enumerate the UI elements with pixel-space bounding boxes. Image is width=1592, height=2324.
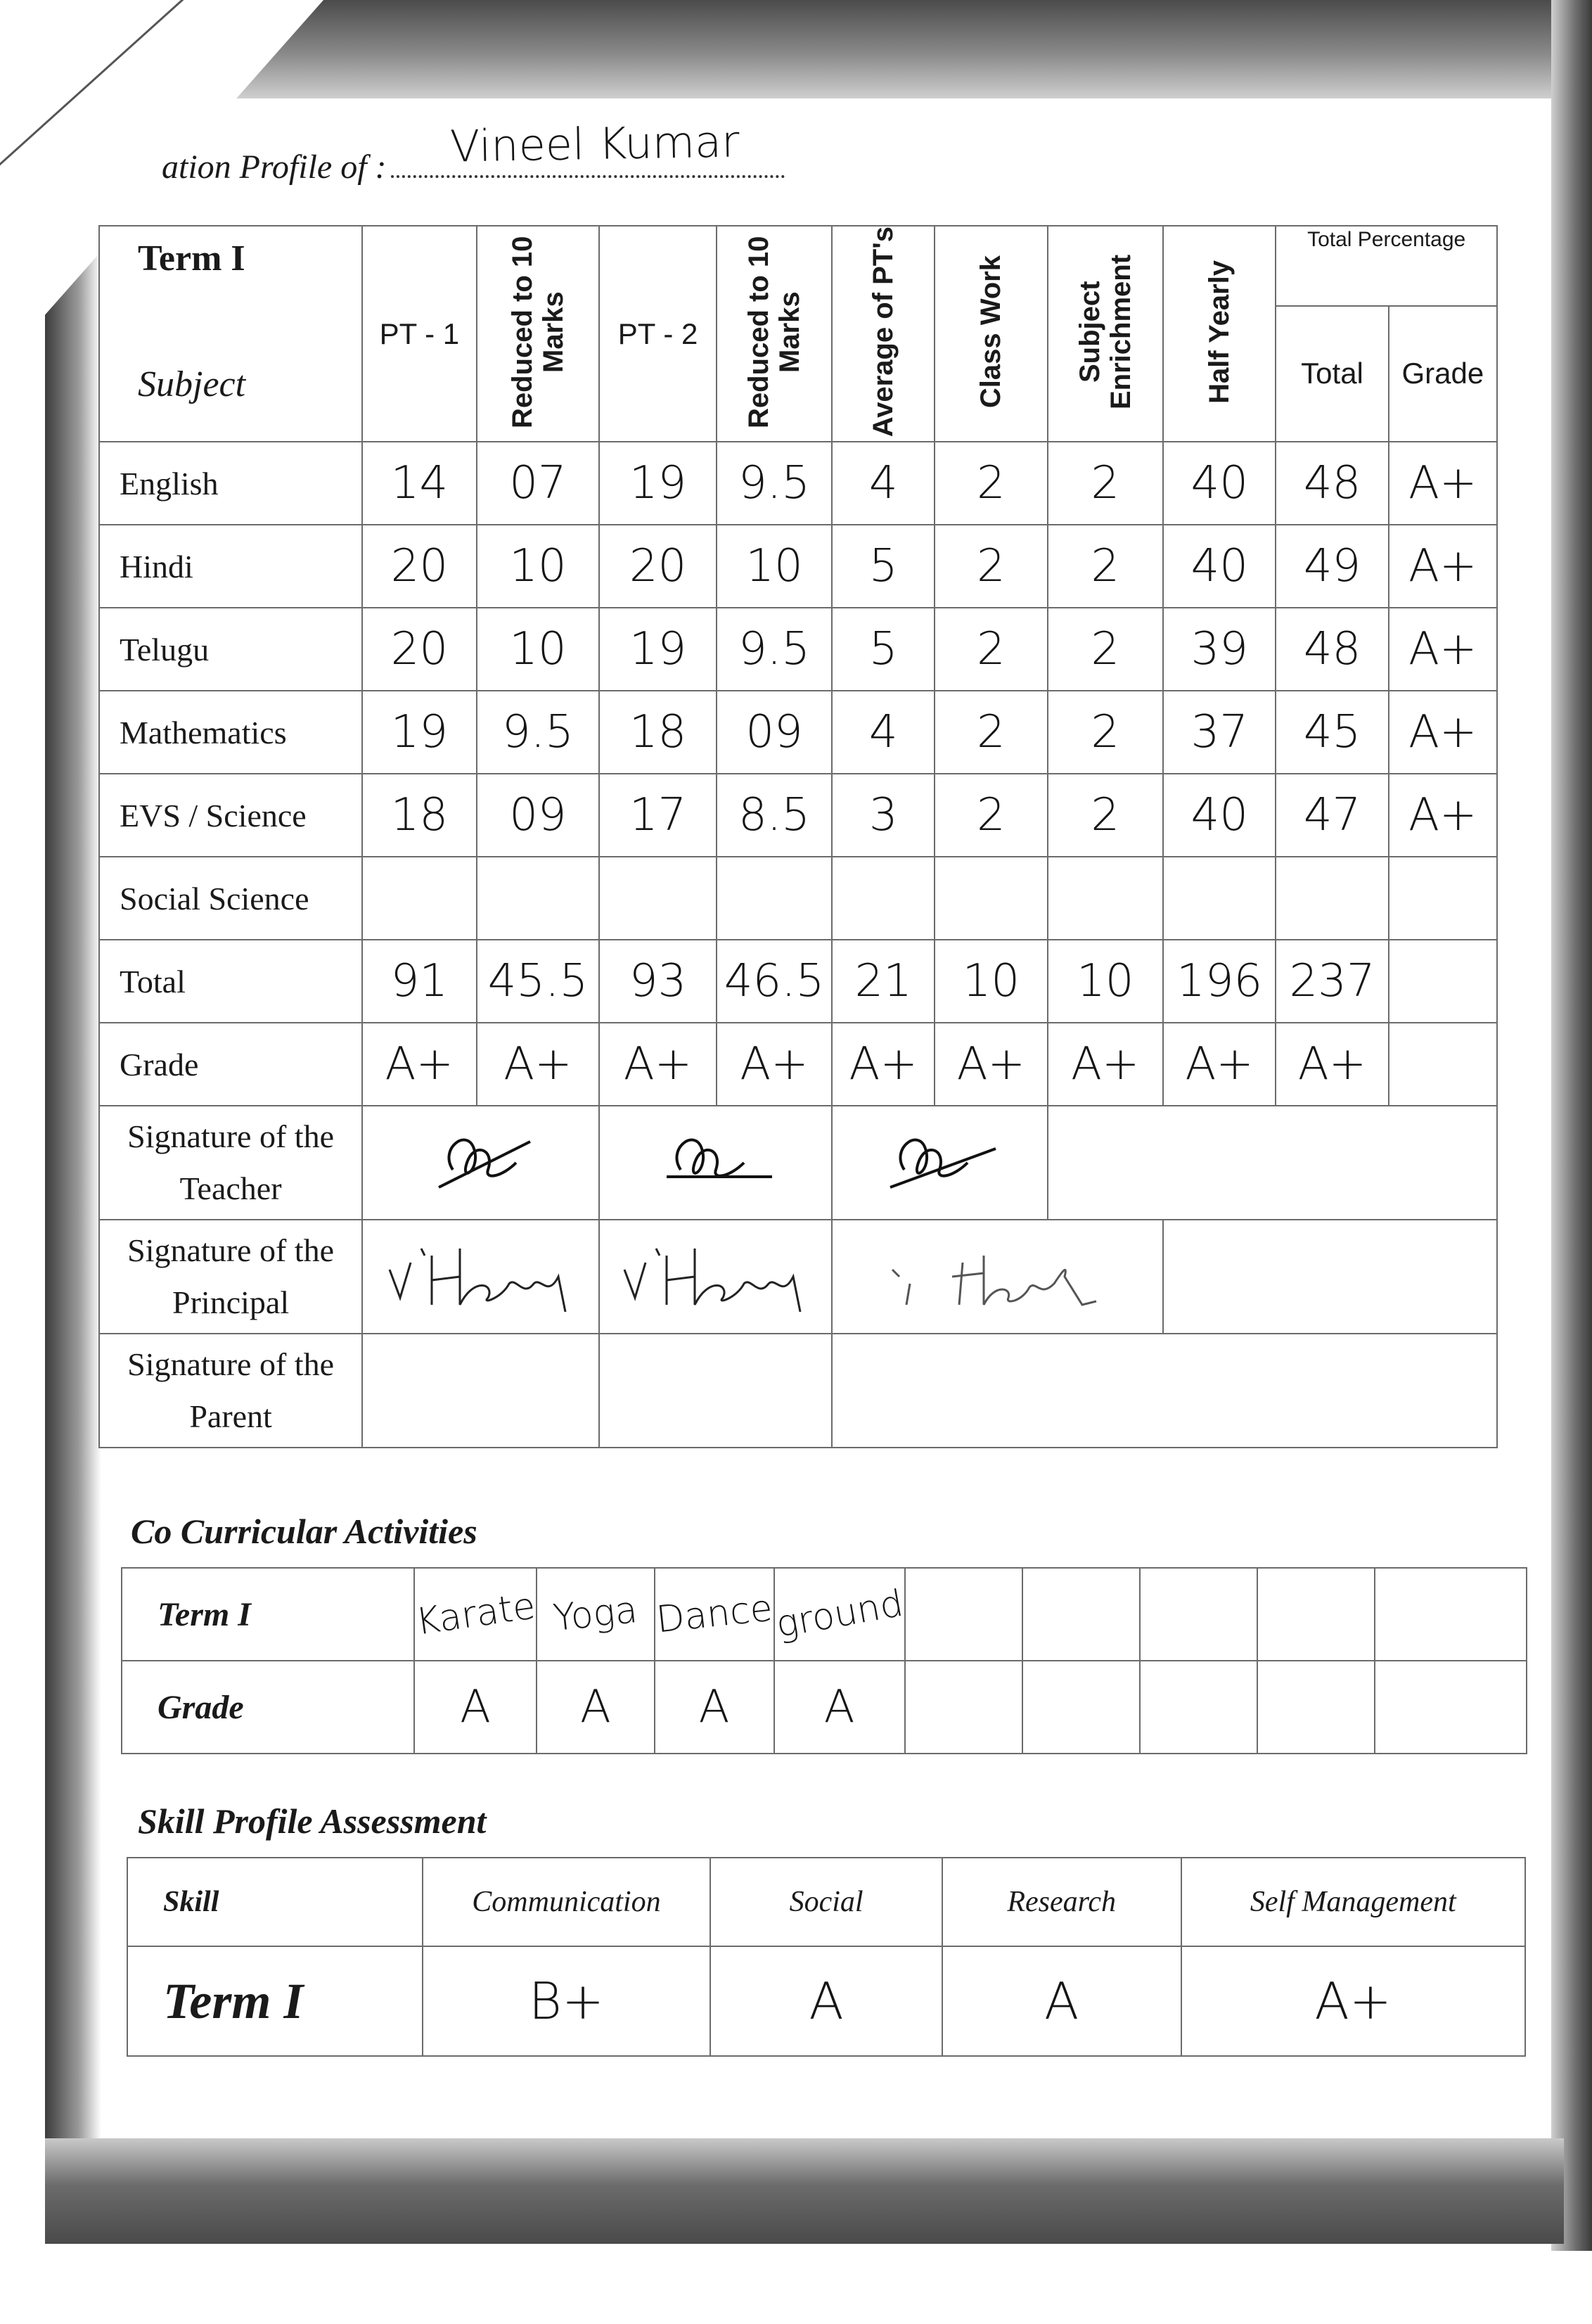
teacher-signature-label <box>99 1106 362 1220</box>
total-cell: 10 <box>935 940 1047 1023</box>
mark-cell: 2 <box>935 525 1047 608</box>
principal-signature-pt2 <box>599 1220 832 1334</box>
skill-grade: B+ <box>423 1946 711 2056</box>
sig-label-line2: Parent <box>189 1398 272 1434</box>
teacher-signature-empty <box>1048 1106 1497 1220</box>
col-average-cell <box>832 226 935 442</box>
total-cell <box>1389 940 1497 1023</box>
mark-cell: 2 <box>1048 608 1163 691</box>
mark-cell: 19 <box>599 608 717 691</box>
skill-name: Communication <box>423 1858 711 1946</box>
mark-cell: A+ <box>1389 608 1497 691</box>
skill-term-row <box>127 1946 1525 2056</box>
grade-cell: A+ <box>1048 1023 1163 1106</box>
mark-cell: 19 <box>362 691 476 774</box>
teacher-signature-mark <box>876 1120 1003 1205</box>
col-subject-enrichment: Subject Enrichment <box>1074 254 1136 410</box>
col-pt2: PT - 2 <box>599 226 717 442</box>
term-title: Term I <box>138 238 245 279</box>
parent-signature-pt2 <box>599 1334 832 1448</box>
co-curricular-table <box>121 1567 1527 1754</box>
mark-cell: 4 <box>832 691 935 774</box>
skill-label: Skill <box>127 1858 423 1946</box>
mark-cell: 5 <box>832 608 935 691</box>
mark-cell: 37 <box>1163 691 1276 774</box>
total-cell: 46.5 <box>717 940 832 1023</box>
subject-name: Social Science <box>99 857 362 940</box>
term-subject-header <box>99 226 362 442</box>
principal-signature-mark <box>871 1234 1124 1319</box>
col-pt1: PT - 1 <box>362 226 476 442</box>
mark-cell: 40 <box>1163 525 1276 608</box>
parent-signature-row <box>99 1334 1497 1448</box>
col-reduced1: Reduced to 10 Marks <box>506 236 569 428</box>
principal-signature-mark <box>383 1234 579 1319</box>
grade-cell: A+ <box>362 1023 476 1106</box>
cca-empty-cell <box>1257 1661 1375 1754</box>
grade-cell <box>1389 1023 1497 1106</box>
mark-cell: 10 <box>477 525 600 608</box>
col-reduced1-cell <box>477 226 600 442</box>
subject-row <box>99 442 1497 525</box>
sig-label-line1: Signature of the <box>127 1118 334 1155</box>
total-cell: 93 <box>599 940 717 1023</box>
mark-cell: 48 <box>1276 608 1388 691</box>
subject-row <box>99 691 1497 774</box>
parent-signature-label <box>99 1334 362 1448</box>
mark-cell: 39 <box>1163 608 1276 691</box>
skill-profile-title: Skill Profile Assessment <box>138 1801 487 1841</box>
subject-name: English <box>99 442 362 525</box>
subject-name: Mathematics <box>99 691 362 774</box>
principal-signature-row <box>99 1220 1497 1334</box>
mark-cell: A+ <box>1389 774 1497 857</box>
mark-cell <box>832 857 935 940</box>
marks-header-row <box>99 226 1497 306</box>
mark-cell: 2 <box>1048 525 1163 608</box>
col-total-percentage: Total Percentage <box>1276 226 1497 306</box>
principal-signature-label <box>99 1220 362 1334</box>
col-average: Average of PT's <box>868 226 899 438</box>
mark-cell: 07 <box>477 442 600 525</box>
cca-empty-cell <box>1022 1568 1140 1661</box>
cca-grade: A <box>414 1661 537 1754</box>
student-name: Vineel Kumar <box>449 115 740 172</box>
mark-cell: 4 <box>832 442 935 525</box>
mark-cell: 2 <box>1048 442 1163 525</box>
grade-cell: A+ <box>717 1023 832 1106</box>
mark-cell: 2 <box>1048 774 1163 857</box>
cca-grade: A <box>537 1661 654 1754</box>
mark-cell: 17 <box>599 774 717 857</box>
skill-name: Social <box>710 1858 942 1946</box>
col-enrichment-cell <box>1048 226 1163 442</box>
skill-name: Self Management <box>1181 1858 1526 1946</box>
mark-cell <box>362 857 476 940</box>
mark-cell: A+ <box>1389 525 1497 608</box>
scan-shadow-right <box>1551 0 1592 2251</box>
mark-cell: 9.5 <box>477 691 600 774</box>
cca-activity: Yoga <box>532 1562 659 1667</box>
co-curricular-term-row <box>122 1568 1527 1661</box>
subject-name: EVS / Science <box>99 774 362 857</box>
mark-cell: 20 <box>362 525 476 608</box>
skill-grade: A <box>710 1946 942 2056</box>
principal-signature-mark <box>617 1234 814 1319</box>
mark-cell: 18 <box>599 691 717 774</box>
cca-empty-cell <box>1022 1661 1140 1754</box>
mark-cell <box>1163 857 1276 940</box>
mark-cell: A+ <box>1389 442 1497 525</box>
subject-row <box>99 857 1497 940</box>
mark-cell: 48 <box>1276 442 1388 525</box>
mark-cell: 2 <box>935 691 1047 774</box>
mark-cell: 45 <box>1276 691 1388 774</box>
total-cell: 196 <box>1163 940 1276 1023</box>
grade-cell: A+ <box>599 1023 717 1106</box>
col-halfyearly-cell <box>1163 226 1276 442</box>
total-cell: 21 <box>832 940 935 1023</box>
cca-empty-cell <box>905 1661 1022 1754</box>
skill-header-row <box>127 1858 1525 1946</box>
mark-cell: 47 <box>1276 774 1388 857</box>
mark-cell <box>1276 857 1388 940</box>
grade-cell: A+ <box>1276 1023 1388 1106</box>
cca-empty-cell <box>905 1568 1022 1661</box>
skill-grade: A <box>942 1946 1181 2056</box>
teacher-signature-pt2 <box>599 1106 832 1220</box>
mark-cell: 20 <box>599 525 717 608</box>
teacher-signature-halfyearly <box>832 1106 1047 1220</box>
grade-cell: A+ <box>1163 1023 1276 1106</box>
subject-row <box>99 525 1497 608</box>
col-reduced2: Reduced to 10 Marks <box>743 236 806 428</box>
cca-term-label: Term I <box>122 1568 414 1661</box>
mark-cell: 2 <box>935 442 1047 525</box>
cca-empty-cell <box>1140 1568 1257 1661</box>
mark-cell <box>1389 857 1497 940</box>
total-cell: 45.5 <box>477 940 600 1023</box>
parent-signature-halfyearly <box>832 1334 1497 1448</box>
cca-activity: Karate <box>408 1559 542 1668</box>
grade-row-label: Grade <box>99 1023 362 1106</box>
mark-cell: 8.5 <box>717 774 832 857</box>
subject-title: Subject <box>138 364 246 404</box>
mark-cell: 10 <box>717 525 832 608</box>
cca-empty-cell <box>1140 1661 1257 1754</box>
sig-label-line1: Signature of the <box>127 1346 334 1383</box>
total-cell: 237 <box>1276 940 1388 1023</box>
subject-row <box>99 774 1497 857</box>
mark-cell <box>599 857 717 940</box>
mark-cell: 09 <box>477 774 600 857</box>
grade-row <box>99 1023 1497 1106</box>
parent-signature-pt1 <box>362 1334 599 1448</box>
mark-cell: 49 <box>1276 525 1388 608</box>
col-reduced2-cell <box>717 226 832 442</box>
mark-cell: 20 <box>362 608 476 691</box>
teacher-signature-mark <box>653 1120 779 1205</box>
principal-signature-halfyearly <box>832 1220 1163 1334</box>
total-row-label: Total <box>99 940 362 1023</box>
mark-cell: 5 <box>832 525 935 608</box>
col-half-yearly: Half Yearly <box>1204 260 1235 404</box>
profile-heading-label: ation Profile of : <box>162 148 387 186</box>
mark-cell: 40 <box>1163 774 1276 857</box>
grade-cell: A+ <box>832 1023 935 1106</box>
grade-cell: A+ <box>935 1023 1047 1106</box>
subject-row <box>99 608 1497 691</box>
principal-signature-empty <box>1163 1220 1497 1334</box>
col-total: Total <box>1276 306 1388 442</box>
mark-cell: A+ <box>1389 691 1497 774</box>
mark-cell: 14 <box>362 442 476 525</box>
skill-grade: A+ <box>1181 1946 1526 2056</box>
cca-empty-cell <box>1375 1661 1527 1754</box>
total-cell: 10 <box>1048 940 1163 1023</box>
mark-cell <box>1048 857 1163 940</box>
scan-shadow-left <box>45 98 101 2209</box>
sig-label-line2: Principal <box>172 1284 290 1320</box>
subject-name: Hindi <box>99 525 362 608</box>
mark-cell <box>717 857 832 940</box>
mark-cell: 2 <box>1048 691 1163 774</box>
col-classwork-cell <box>935 226 1047 442</box>
co-curricular-grade-row <box>122 1661 1527 1754</box>
mark-cell <box>477 857 600 940</box>
principal-signature-pt1 <box>362 1220 599 1334</box>
co-curricular-title: Co Curricular Activities <box>131 1512 477 1551</box>
cca-activity: Dance <box>650 1562 778 1666</box>
marks-body <box>99 442 1497 940</box>
skill-name: Research <box>942 1858 1181 1946</box>
cca-grade-label: Grade <box>122 1661 414 1754</box>
col-class-work: Class Work <box>975 255 1007 409</box>
col-grade: Grade <box>1389 306 1497 442</box>
skill-profile-table <box>127 1857 1526 2057</box>
sig-label-line1: Signature of the <box>127 1232 334 1269</box>
teacher-signature-pt1 <box>362 1106 599 1220</box>
skill-term-label: Term I <box>127 1946 423 2056</box>
mark-cell: 10 <box>477 608 600 691</box>
teacher-signature-row <box>99 1106 1497 1220</box>
sig-label-line2: Teacher <box>179 1170 282 1206</box>
cca-activity: ground <box>766 1557 911 1671</box>
mark-cell: 18 <box>362 774 476 857</box>
mark-cell: 40 <box>1163 442 1276 525</box>
total-row <box>99 940 1497 1023</box>
subject-name: Telugu <box>99 608 362 691</box>
mark-cell: 9.5 <box>717 608 832 691</box>
cca-empty-cell <box>1375 1568 1527 1661</box>
mark-cell: 09 <box>717 691 832 774</box>
cca-empty-cell <box>1257 1568 1375 1661</box>
grade-cell: A+ <box>477 1023 600 1106</box>
mark-cell <box>935 857 1047 940</box>
mark-cell: 2 <box>935 774 1047 857</box>
cca-grade: A <box>774 1661 905 1754</box>
cca-grade: A <box>655 1661 774 1754</box>
scan-shadow-bottom <box>45 2138 1564 2244</box>
total-cell: 91 <box>362 940 476 1023</box>
mark-cell: 3 <box>832 774 935 857</box>
mark-cell: 9.5 <box>717 442 832 525</box>
teacher-signature-mark <box>425 1120 537 1205</box>
mark-cell: 2 <box>935 608 1047 691</box>
mark-cell: 19 <box>599 442 717 525</box>
marks-table <box>98 225 1498 1448</box>
